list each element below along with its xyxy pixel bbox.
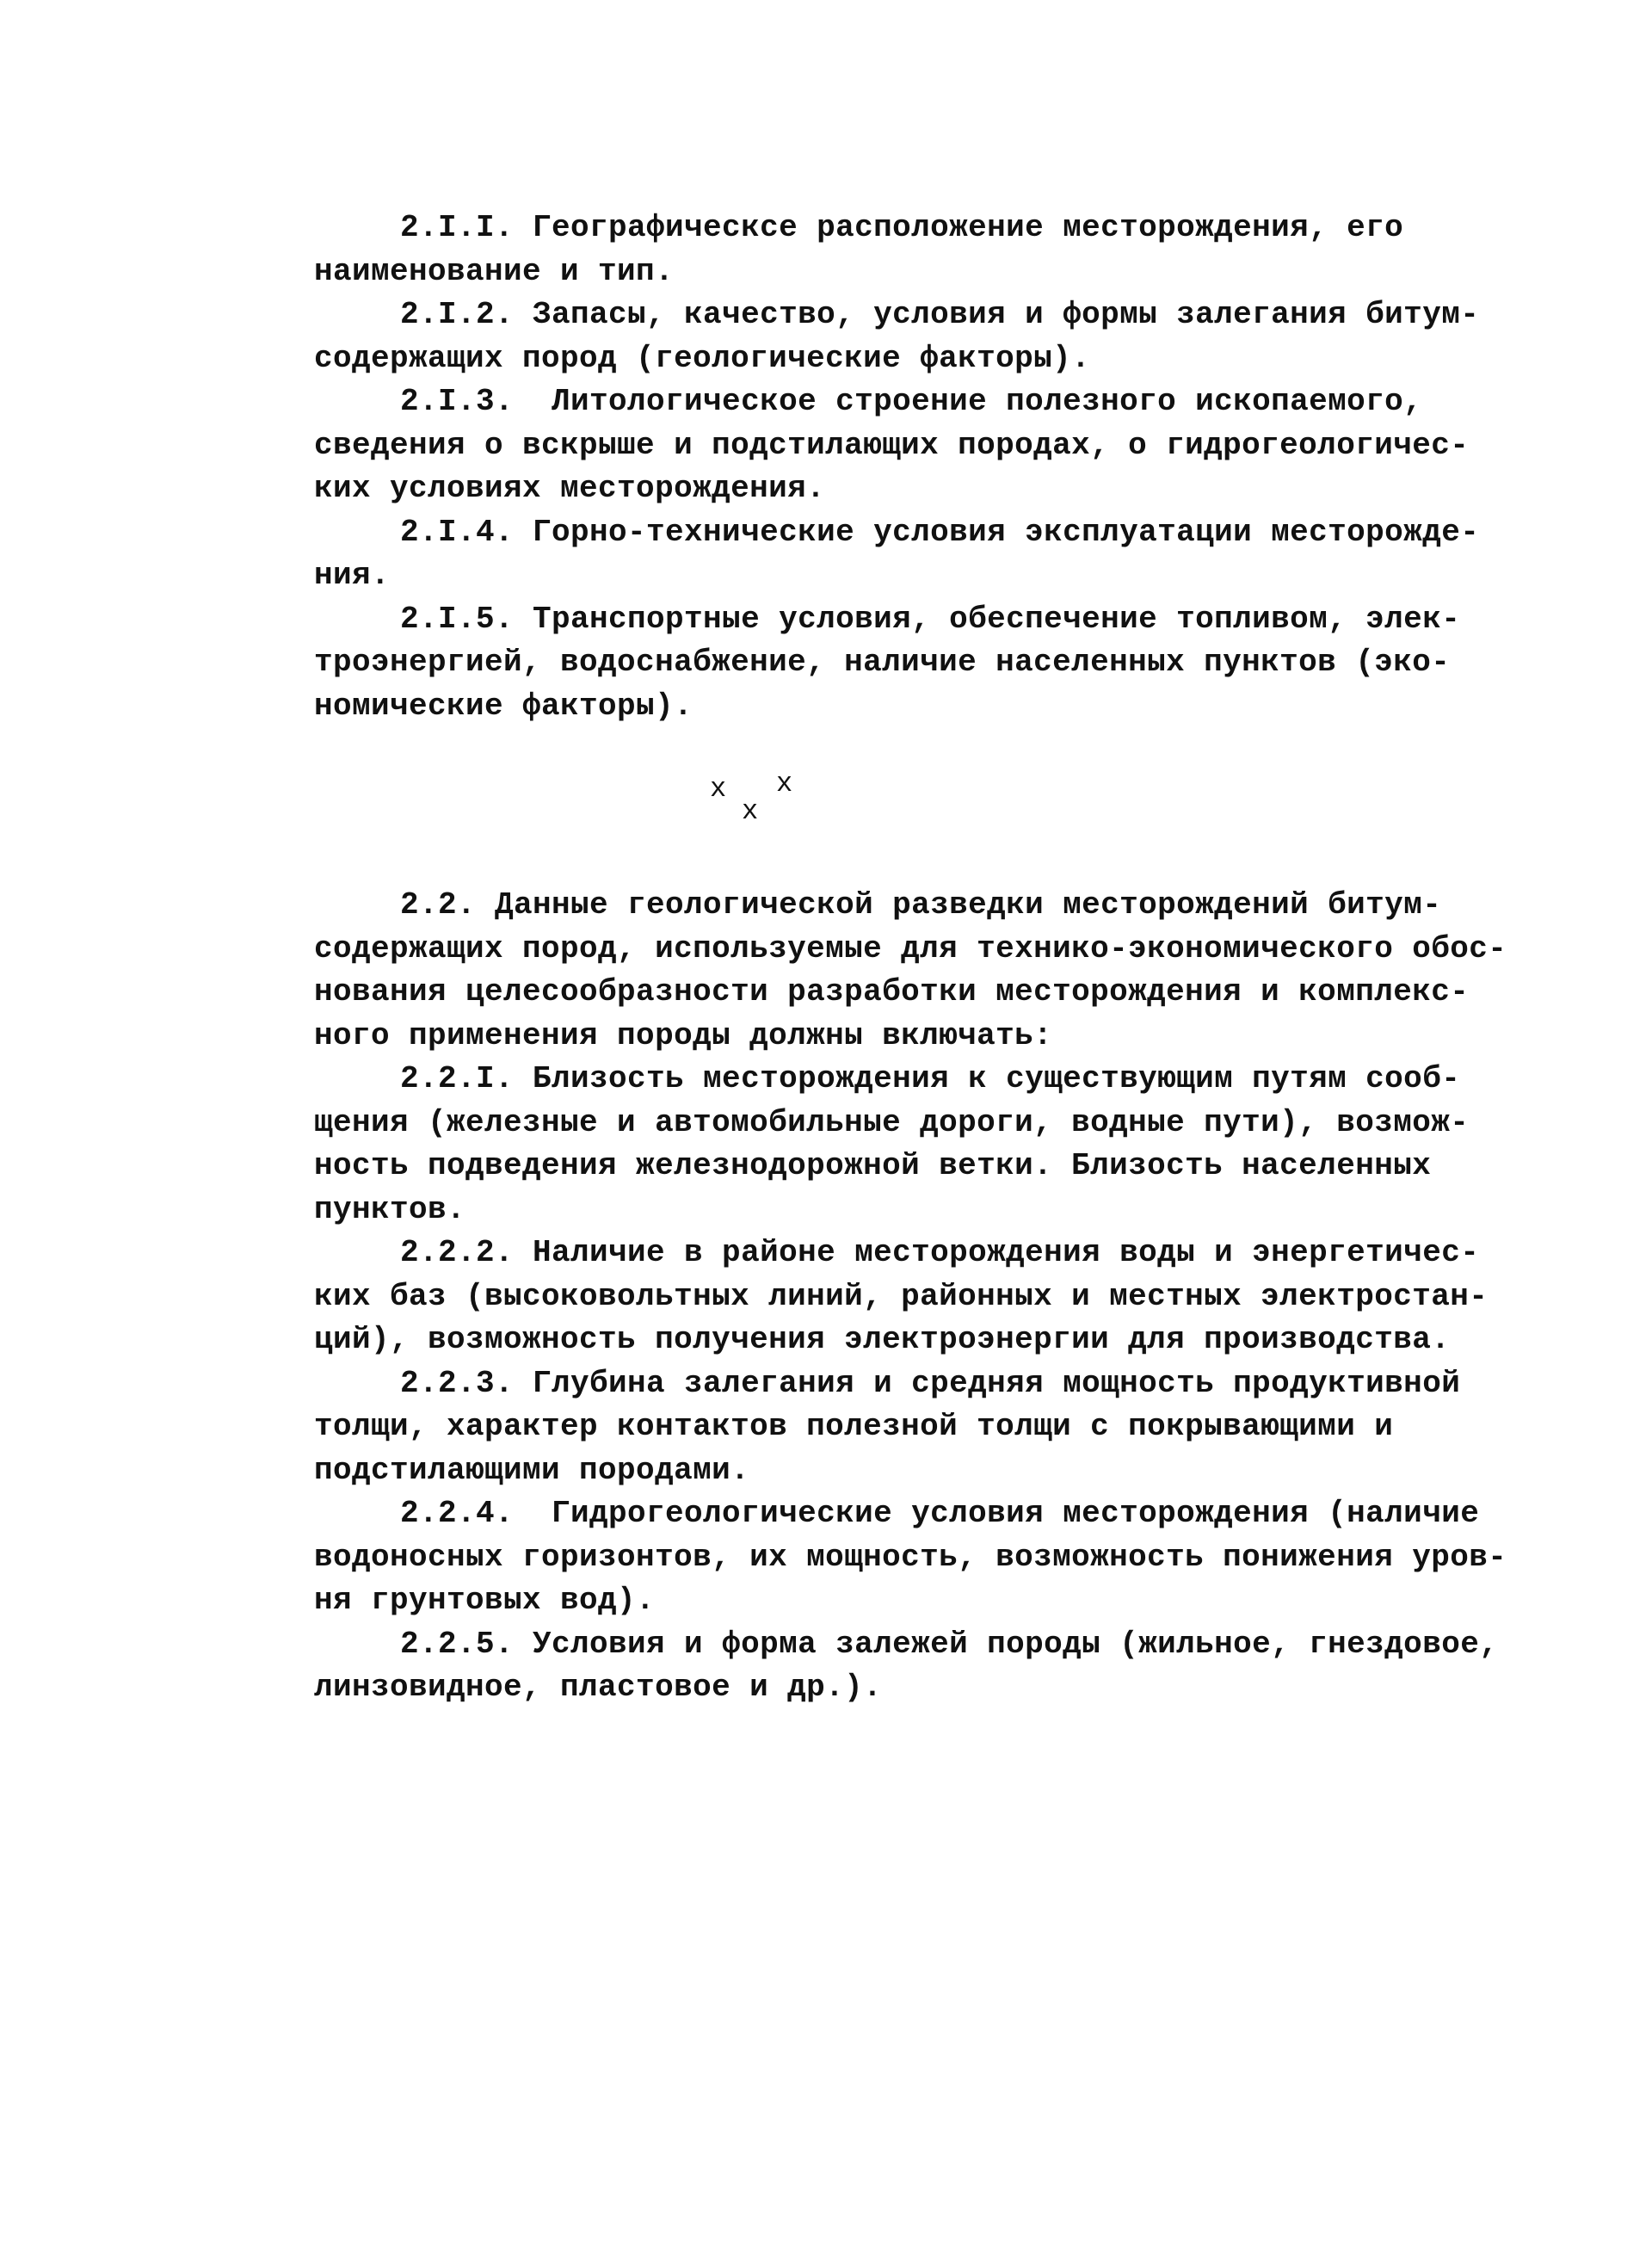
item-2-2-line-1: 2.2. Данные геологической разведки месторождений битум-: [400, 887, 1442, 923]
item-2-1-3-line-1: 2.I.3. Литологическое строение полезного ископаемого,: [400, 384, 1423, 419]
item-2-1-1-line-1: 2.I.I. Географическсе расположение месторождения, его: [400, 210, 1404, 245]
item-2-2-1-line-3: ность подведения железнодорожной ветки. Близость населенных: [314, 1148, 1432, 1183]
item-2-2-3-line-1: 2.2.3. Глубина залегания и средняя мощность продуктивной: [400, 1365, 1461, 1401]
item-2-2-2-line-3: ций), возможность получения электроэнергии для производства.: [314, 1322, 1451, 1357]
item-2-1-4-line-1: 2.I.4. Горно-технические условия эксплуатации месторожде-: [400, 514, 1480, 550]
item-2-2-4-line-3: ня грунтовых вод).: [314, 1583, 656, 1618]
section-2-2: [314, 884, 1507, 1710]
item-2-1-5-line-3: номические факторы).: [314, 688, 693, 724]
item-2-1-5-line-2: троэнергией, водоснабжение, наличие населенных пунктов (эко-: [314, 645, 1451, 680]
item-2-2-line-3: нования целесообразности разработки месторождения и комплекс-: [314, 974, 1470, 1010]
divider-mark: x: [710, 773, 727, 805]
item-2-2-line-4: ного применения породы должны включать:: [314, 1017, 1053, 1053]
item-2-2-1-line-2: щения (железные и автомобильные дороги, водные пути), возмож-: [314, 1104, 1470, 1140]
item-2-1-2-line-1: 2.I.2. Запасы, качество, условия и формы залегания битум-: [400, 297, 1480, 332]
item-2-2-3-line-2: толщи, характер контактов полезной толщи с покрывающими и: [314, 1409, 1394, 1444]
section-2-1: [314, 207, 1480, 728]
divider-mark: x: [776, 768, 793, 800]
item-2-2-1-line-1: 2.2.I. Близость месторождения к существующим путям сооб-: [400, 1061, 1461, 1096]
item-2-1-3-line-3: ких условиях месторождения.: [314, 471, 826, 506]
item-2-1-5-line-1: 2.I.5. Транспортные условия, обеспечение топливом, элек-: [400, 601, 1461, 637]
item-2-2-5-line-2: линзовидное, пластовое и др.).: [314, 1670, 883, 1705]
section-divider: [314, 728, 1433, 884]
item-2-2-4-line-1: 2.2.4. Гидрогеологические условия месторождения (наличие: [400, 1496, 1480, 1531]
divider-mark: x: [742, 795, 759, 827]
item-2-2-2-line-1: 2.2.2. Наличие в районе месторождения воды и энергетичес-: [400, 1235, 1480, 1270]
item-2-2-2-line-2: ких баз (высоковольтных линий, районных и местных электростан-: [314, 1278, 1489, 1314]
item-2-1-4-line-2: ния.: [314, 558, 391, 593]
item-2-2-3-line-3: подстилающими породами.: [314, 1452, 750, 1488]
text-column: [314, 207, 1507, 1710]
item-2-2-4-line-2: водоносных горизонтов, их мощность, возможность понижения уров-: [314, 1539, 1507, 1575]
item-2-1-2-line-2: содержащих пород (геологические факторы).: [314, 340, 1091, 376]
item-2-2-line-2: содержащих пород, используемые для технико-экономического обос-: [314, 930, 1507, 966]
item-2-2-1-line-4: пунктов.: [314, 1191, 466, 1227]
item-2-1-3-line-2: сведения о вскрыше и подстилающих породах, о гидрогеологичес-: [314, 427, 1470, 463]
item-2-2-5-line-1: 2.2.5. Условия и форма залежей породы (жильное, гнездовое,: [400, 1626, 1499, 1662]
item-2-1-1-line-2: наименование и тип.: [314, 253, 675, 289]
